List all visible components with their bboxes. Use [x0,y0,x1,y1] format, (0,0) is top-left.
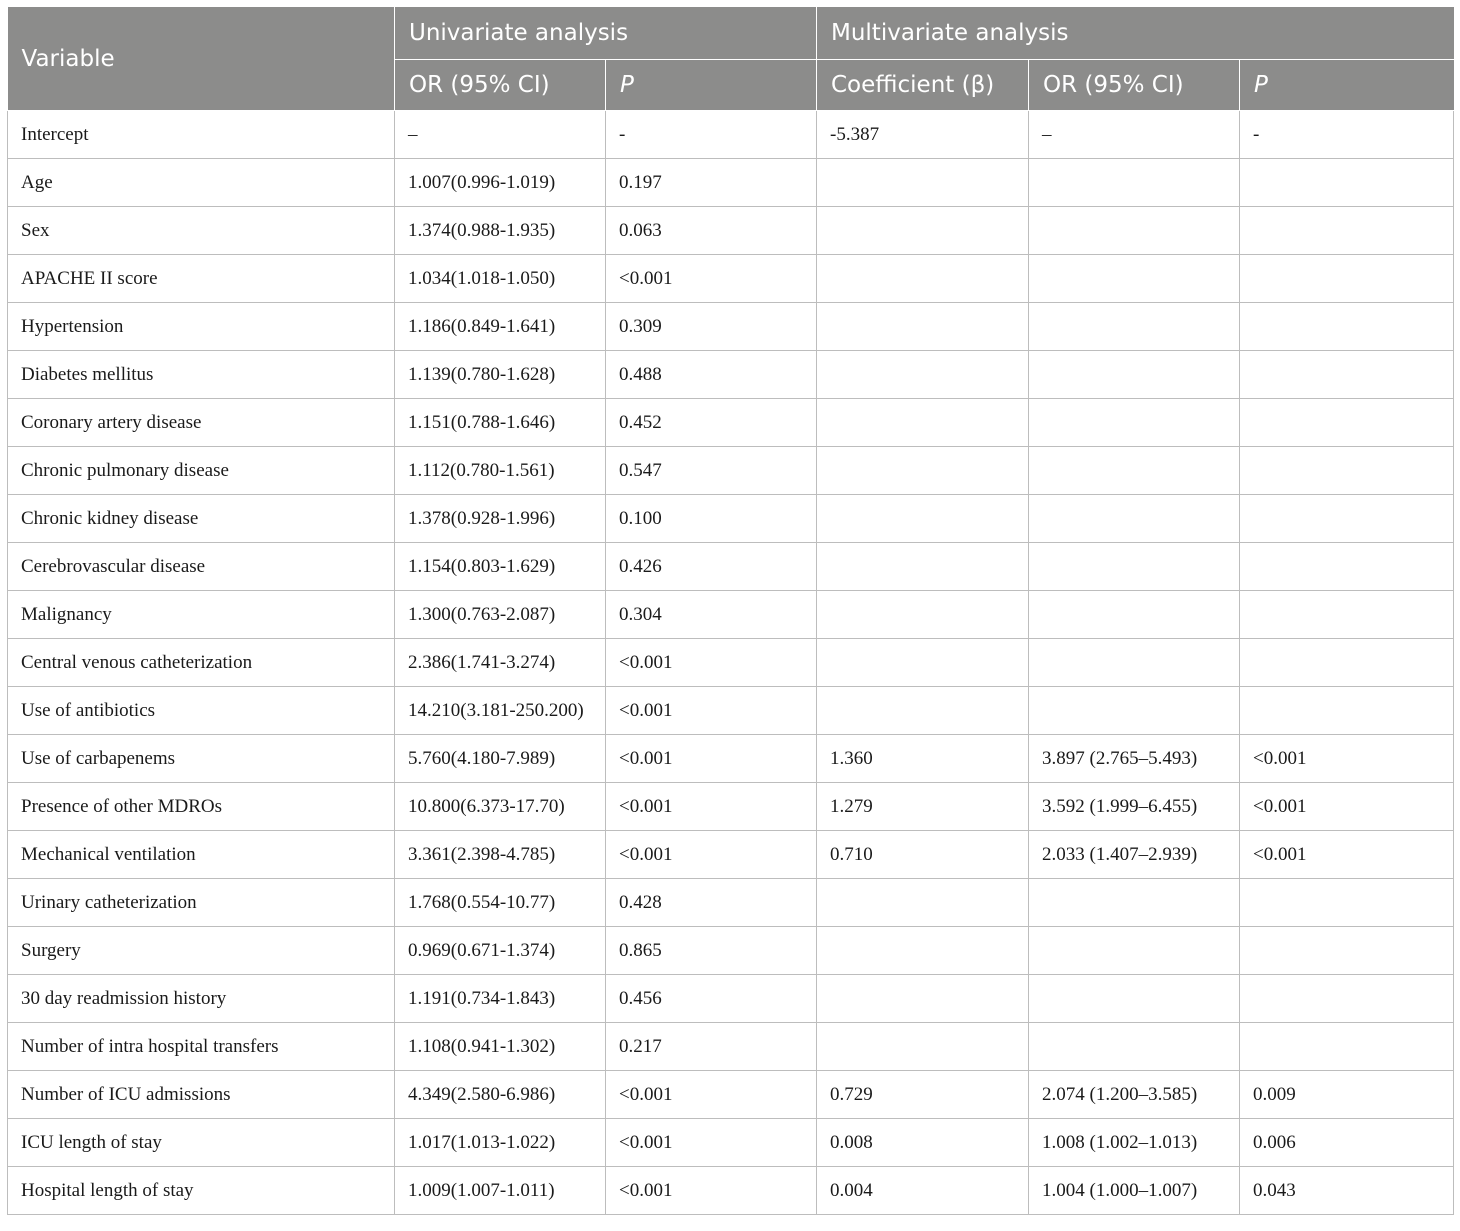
univariate-or-cell: 10.800(6.373-17.70) [395,783,606,831]
table-row [8,639,1454,687]
multivariate-or-cell [1029,351,1240,399]
univariate-or-cell: 1.186(0.849-1.641) [395,303,606,351]
univariate-p-cell: 0.428 [606,879,817,927]
multivariate-or-cell: – [1029,111,1240,159]
univariate-p-cell: <0.001 [606,639,817,687]
univariate-p-cell: <0.001 [606,831,817,879]
univariate-or-cell: 1.374(0.988-1.935) [395,207,606,255]
multivariate-p-header: P [1240,60,1454,111]
univariate-or-cell: 1.009(1.007-1.011) [395,1167,606,1215]
variable-cell: Use of carbapenems [8,735,395,783]
coefficient-cell: 1.279 [817,783,1029,831]
table-row [8,831,1454,879]
univariate-or-cell: 1.300(0.763-2.087) [395,591,606,639]
variable-cell: Intercept [8,111,395,159]
multivariate-p-cell: <0.001 [1240,735,1454,783]
coefficient-cell [817,303,1029,351]
univariate-or-cell: 1.007(0.996-1.019) [395,159,606,207]
coefficient-cell: -5.387 [817,111,1029,159]
coefficient-cell: 0.004 [817,1167,1029,1215]
multivariate-p-cell [1240,495,1454,543]
univariate-or-cell: 1.191(0.734-1.843) [395,975,606,1023]
univariate-p-cell: 0.547 [606,447,817,495]
univariate-or-cell: 1.112(0.780-1.561) [395,447,606,495]
table-row [8,879,1454,927]
multivariate-coefficient-header: Coefficient (β) [817,60,1029,111]
univariate-or-cell: – [395,111,606,159]
multivariate-or-cell [1029,303,1240,351]
table-row [8,399,1454,447]
table-row [8,495,1454,543]
multivariate-or-cell [1029,399,1240,447]
univariate-p-cell: 0.309 [606,303,817,351]
coefficient-cell [817,1023,1029,1071]
multivariate-or-cell: 1.008 (1.002–1.013) [1029,1119,1240,1167]
multivariate-or-cell [1029,255,1240,303]
table-row [8,735,1454,783]
table-row [8,975,1454,1023]
multivariate-p-cell [1240,1023,1454,1071]
multivariate-p-cell [1240,207,1454,255]
variable-cell: Mechanical ventilation [8,831,395,879]
univariate-or-cell: 2.386(1.741-3.274) [395,639,606,687]
multivariate-or-cell [1029,975,1240,1023]
multivariate-p-cell: 0.043 [1240,1167,1454,1215]
univariate-or-cell: 4.349(2.580-6.986) [395,1071,606,1119]
multivariate-p-cell [1240,927,1454,975]
variable-cell: Cerebrovascular disease [8,543,395,591]
multivariate-p-cell [1240,879,1454,927]
coefficient-cell [817,447,1029,495]
variable-cell: Number of ICU admissions [8,1071,395,1119]
multivariate-p-cell [1240,543,1454,591]
table-row [8,687,1454,735]
multivariate-p-cell: - [1240,111,1454,159]
univariate-p-cell: <0.001 [606,1071,817,1119]
coefficient-cell [817,159,1029,207]
univariate-p-cell: 0.063 [606,207,817,255]
multivariate-p-cell [1240,351,1454,399]
multivariate-p-cell [1240,975,1454,1023]
univariate-p-cell: <0.001 [606,1167,817,1215]
variable-cell: Diabetes mellitus [8,351,395,399]
coefficient-cell: 1.360 [817,735,1029,783]
multivariate-or-cell [1029,543,1240,591]
multivariate-p-cell: <0.001 [1240,831,1454,879]
univariate-or-cell: 1.017(1.013-1.022) [395,1119,606,1167]
table-row [8,255,1454,303]
multivariate-p-cell: 0.006 [1240,1119,1454,1167]
univariate-or-cell: 1.034(1.018-1.050) [395,255,606,303]
variable-cell: Chronic pulmonary disease [8,447,395,495]
univariate-or-cell: 1.378(0.928-1.996) [395,495,606,543]
table-row [8,1071,1454,1119]
multivariate-p-cell [1240,303,1454,351]
coefficient-cell [817,495,1029,543]
variable-cell: Use of antibiotics [8,687,395,735]
coefficient-cell [817,351,1029,399]
coefficient-cell: 0.710 [817,831,1029,879]
univariate-or-cell: 5.760(4.180-7.989) [395,735,606,783]
coefficient-cell [817,399,1029,447]
univariate-or-cell: 1.139(0.780-1.628) [395,351,606,399]
multivariate-or-cell: 2.033 (1.407–2.939) [1029,831,1240,879]
univariate-p-cell: <0.001 [606,1119,817,1167]
univariate-p-cell: <0.001 [606,735,817,783]
variable-cell: Surgery [8,927,395,975]
univariate-or-header: OR (95% CI) [395,60,606,111]
univariate-p-cell: <0.001 [606,255,817,303]
multivariate-or-cell: 3.897 (2.765–5.493) [1029,735,1240,783]
univariate-header: Univariate analysis [395,7,817,60]
univariate-p-cell: 0.452 [606,399,817,447]
variable-cell: ICU length of stay [8,1119,395,1167]
multivariate-or-cell [1029,687,1240,735]
variable-cell: Presence of other MDROs [8,783,395,831]
coefficient-cell [817,591,1029,639]
multivariate-or-cell [1029,495,1240,543]
variable-cell: Number of intra hospital transfers [8,1023,395,1071]
variable-cell: Age [8,159,395,207]
multivariate-or-cell [1029,927,1240,975]
multivariate-p-cell [1240,447,1454,495]
table-row [8,159,1454,207]
multivariate-p-cell: <0.001 [1240,783,1454,831]
header-row-groups [8,7,1454,60]
univariate-p-cell: 0.197 [606,159,817,207]
coefficient-cell [817,975,1029,1023]
variable-cell: Chronic kidney disease [8,495,395,543]
univariate-p-cell: 0.217 [606,1023,817,1071]
variable-cell: Hospital length of stay [8,1167,395,1215]
multivariate-p-cell: 0.009 [1240,1071,1454,1119]
coefficient-cell [817,543,1029,591]
univariate-or-cell: 1.151(0.788-1.646) [395,399,606,447]
variable-cell: Central venous catheterization [8,639,395,687]
univariate-p-cell: 0.456 [606,975,817,1023]
regression-results-table [7,7,1454,1215]
univariate-p-cell: 0.426 [606,543,817,591]
coefficient-cell [817,639,1029,687]
multivariate-or-cell: 1.004 (1.000–1.007) [1029,1167,1240,1215]
coefficient-cell: 0.729 [817,1071,1029,1119]
univariate-or-cell: 0.969(0.671-1.374) [395,927,606,975]
table-row [8,351,1454,399]
table-row [8,303,1454,351]
variable-cell: 30 day readmission history [8,975,395,1023]
multivariate-p-cell [1240,591,1454,639]
multivariate-p-cell [1240,255,1454,303]
multivariate-or-cell [1029,879,1240,927]
variable-cell: Coronary artery disease [8,399,395,447]
multivariate-header: Multivariate analysis [817,7,1454,60]
coefficient-cell [817,687,1029,735]
variable-header: Variable [8,7,395,111]
coefficient-cell [817,927,1029,975]
univariate-p-cell: 0.865 [606,927,817,975]
univariate-p-cell: - [606,111,817,159]
coefficient-cell [817,879,1029,927]
multivariate-p-cell [1240,639,1454,687]
coefficient-cell [817,207,1029,255]
univariate-or-cell: 3.361(2.398-4.785) [395,831,606,879]
variable-cell: Malignancy [8,591,395,639]
multivariate-or-cell: 3.592 (1.999–6.455) [1029,783,1240,831]
table-body [8,111,1454,1215]
variable-cell: Urinary catheterization [8,879,395,927]
univariate-p-cell: 0.488 [606,351,817,399]
univariate-p-header: P [606,60,817,111]
variable-cell: Hypertension [8,303,395,351]
table-row [8,1023,1454,1071]
table-row [8,543,1454,591]
univariate-p-cell: 0.304 [606,591,817,639]
multivariate-or-cell: 2.074 (1.200–3.585) [1029,1071,1240,1119]
table-row [8,447,1454,495]
univariate-p-cell: <0.001 [606,783,817,831]
table-row [8,783,1454,831]
coefficient-cell: 0.008 [817,1119,1029,1167]
multivariate-or-cell [1029,591,1240,639]
univariate-or-cell: 1.108(0.941-1.302) [395,1023,606,1071]
multivariate-p-cell [1240,687,1454,735]
table-row [8,1119,1454,1167]
multivariate-or-cell [1029,639,1240,687]
multivariate-p-cell [1240,399,1454,447]
variable-cell: APACHE II score [8,255,395,303]
coefficient-cell [817,255,1029,303]
multivariate-or-header: OR (95% CI) [1029,60,1240,111]
univariate-or-cell: 1.154(0.803-1.629) [395,543,606,591]
results-table-container [7,7,1453,1215]
table-row [8,591,1454,639]
table-row [8,1167,1454,1215]
univariate-p-cell: 0.100 [606,495,817,543]
multivariate-or-cell [1029,1023,1240,1071]
table-header [8,7,1454,111]
variable-cell: Sex [8,207,395,255]
univariate-or-cell: 1.768(0.554-10.77) [395,879,606,927]
table-row [8,111,1454,159]
multivariate-or-cell [1029,207,1240,255]
univariate-or-cell: 14.210(3.181-250.200) [395,687,606,735]
table-row [8,207,1454,255]
table-row [8,927,1454,975]
multivariate-or-cell [1029,159,1240,207]
univariate-p-cell: <0.001 [606,687,817,735]
multivariate-or-cell [1029,447,1240,495]
multivariate-p-cell [1240,159,1454,207]
